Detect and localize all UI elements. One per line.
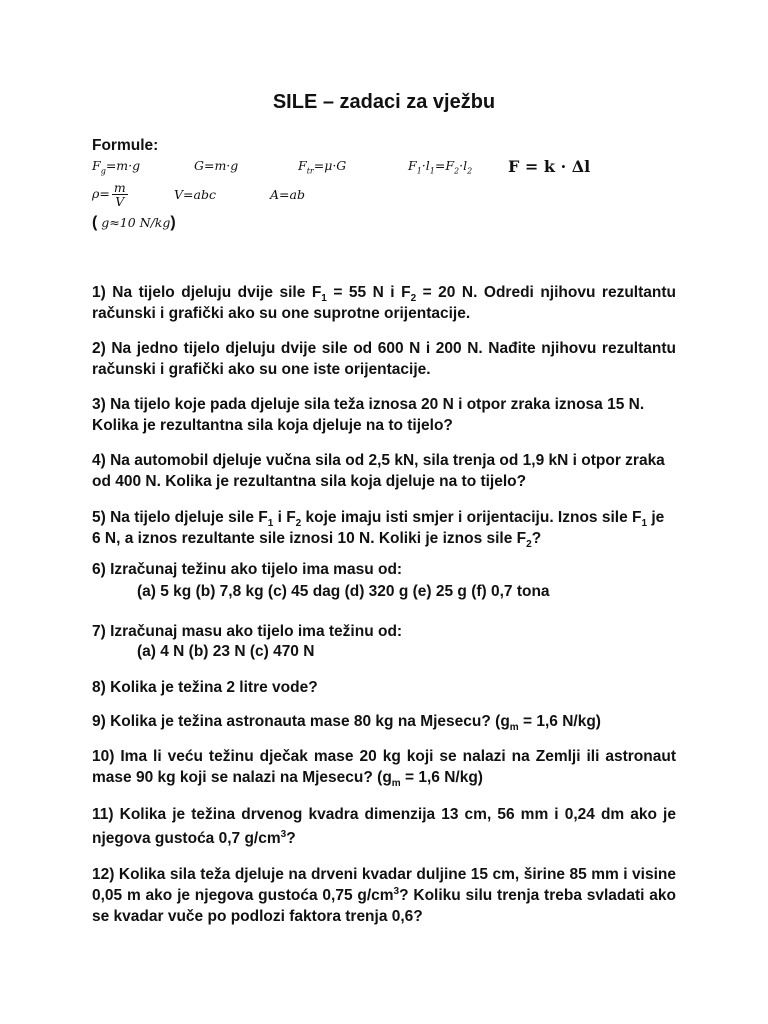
task-1: 1) Na tijelo djeluju dvije sile $F_1 = 55$ N i $F_2 = 20$ N. Odredi njihovu rezultantu računski i grafički ako su one suprotne orijentacije.	[92, 284, 676, 322]
formula-lever: $F_1\cdot l_1=F_2\cdot l_2$	[408, 158, 473, 176]
task-4: 4) Na automobil djeluje vučna sila od 2,5 kN, sila trenja od 1,9 kN i otpor zraka od 400 N. Kolika je rezultantna sila koja djeluje na to tijelo?	[92, 452, 665, 490]
formula-friction: $F_{tr}=\mu\cdot G$	[298, 158, 347, 176]
formula-volume: V=abc	[174, 187, 216, 202]
task-8: 8) Kolika je težina 2 litre vode?	[92, 679, 318, 696]
task-7: 7) Izračunaj masu ako tijelo ima težinu od:	[92, 623, 403, 640]
formula-weight: G=m·g	[194, 158, 239, 173]
task-11: 11) Kolika je težina drvenog kvadra dimenzija 13 cm, 56 mm i 0,24 dm ako je njegova gustoća 0,7 $g/cm^3$?	[92, 806, 676, 847]
formulas-label: Formule:	[92, 137, 159, 154]
page-title: SILE – zadaci za vježbu	[272, 91, 496, 113]
task-5: 5) Na tijelo djeluje sile $F_1$ i $F_2$ koje imaju isti smjer i orijentaciju. Iznos sile $F_1$ je 6 N, a iznos rezultante sile iznosi 10 N. Koliki je iznos sile $F_2$?	[92, 509, 665, 551]
task-6: 6) Izračunaj težinu ako tijelo ima masu od:	[92, 561, 403, 578]
formula-hooke: F = k · Δl	[508, 157, 591, 176]
task-7-options: (a) 4 N (b) 23 N (c) 470 N	[137, 643, 315, 660]
formula-density: ρ= $\frac{m}{V}$	[92, 180, 126, 209]
formula-g-value: ( g≈10 N/kg)	[92, 214, 176, 231]
formula-area: A=ab	[270, 187, 305, 202]
task-12: 12) Kolika sila teža djeluje na drveni kvadar duljine 15 cm, širine 85 mm i visine 0,05 m ako je njegova gustoća 0,75 $g/cm^3$? Koliku silu trenja treba svladati ako se kvadar vuče po podlozi faktora trenja 0,6?	[92, 866, 676, 925]
task-10: 10) Ima li veću težinu dječak mase 20 kg koji se nalazi na Zemlji ili astronaut mase 90 kg koji se nalazi na Mjesecu? ($g_m = 1,6$ N/kg)	[92, 748, 676, 790]
task-9: 9) Kolika je težina astronauta mase 80 kg na Mjesecu? ($g_m = 1,6$ N/kg)	[92, 713, 601, 734]
task-2: 2) Na jedno tijelo djeluju dvije sile od 600 N i 200 N. Nađite njihovu rezultantu računski i grafički ako su one iste orijentacije.	[92, 340, 676, 378]
task-6-options: (a) 5 kg (b) 7,8 kg (c) 45 dag (d) 320 g (e) 25 g (f) 0,7 tona	[137, 583, 550, 600]
task-3: 3) Na tijelo koje pada djeluje sila teža iznosa 20 N i otpor zraka iznosa 15 N. Kolika je rezultantna sila koja djeluje na to tijelo?	[92, 396, 645, 434]
formula-gravity-force: $F_g=m\cdot g$	[92, 158, 141, 176]
